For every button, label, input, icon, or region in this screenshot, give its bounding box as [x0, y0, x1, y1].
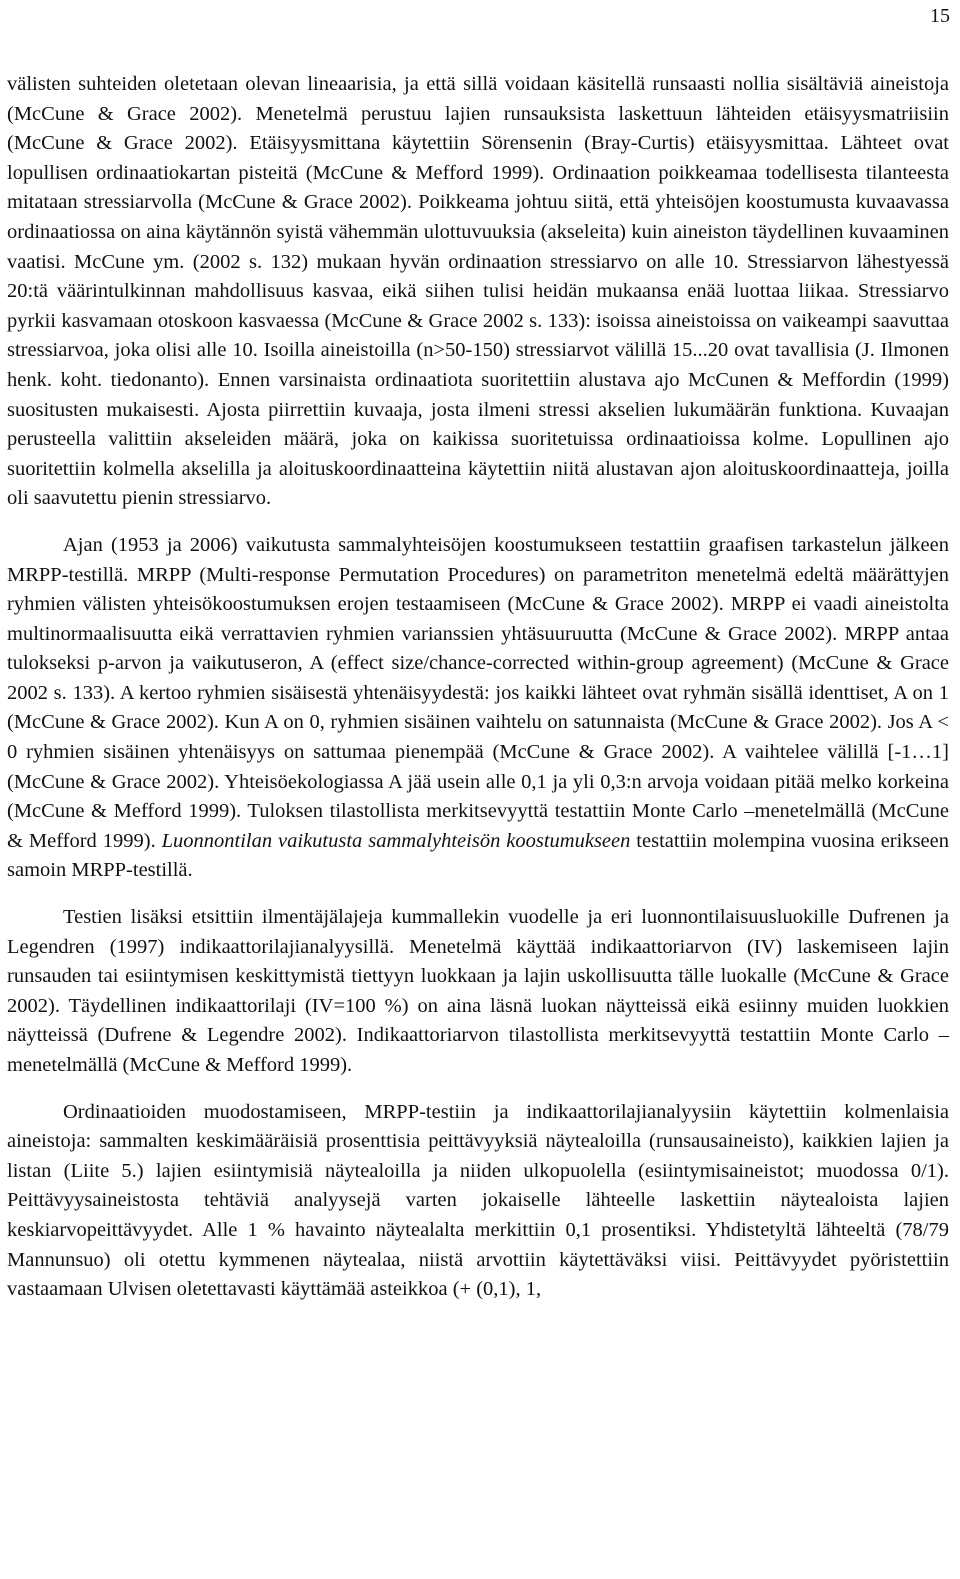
paragraph-mrpp-italic: Luonnontilan vaikutusta sammalyhteisön koostumukseen: [161, 829, 631, 852]
paragraph-nmds-method: välisten suhteiden oletetaan olevan lineaarisia, ja että sillä voidaan käsitellä runsaasti nollia sisältäviä aineistoja (McCune & Grace 2002). Menetelmä perustuu lajien runsauksista laskettuun lähteiden etäisyysmatriisiin (McCune & Grace 2002). Etäisyysmittana käytettiin Sörensenin (Bray-Curtis) etäisyysmittaa. Lähteet ovat lopullisen ordinaatiokartan pisteitä (McCune & Mefford 1999). Ordinaation poikkeamaa todellisesta tilanteesta mitataan stressiarvolla (McCune & Grace 2002). Poikkeama johtuu siitä, että yhteisöjen koostumusta kuvaavassa ordinaatiossa on aina käytännön syistä vähemmän ulottuvuuksia (akseleita) kuin aineiston täydellinen kuvaaminen vaatisi. McCune ym. (2002 s. 132) mukaan hyvän ordinaation stressiarvo on alle 10. Stressiarvon lähestyessä 20:tä väärintulkinnan mahdollisuus kasvaa, eikä siihen tulisi heidän mukaansa enää luottaa liikaa. Stressiarvo pyrkii kasvamaan otoskoon kasvaessa (McCune & Grace 2002 s. 133): isoissa aineistoissa on vaikeampi saavuttaa stressiarvoa, joka olisi alle 10. Isoilla aineistoilla (n>50-150) stressiarvot välillä 15...20 ovat tavallisia (J. Ilmonen henk. koht. tiedonanto). Ennen varsinaista ordinaatiota suoritettiin alustava ajo McCunen & Meffordin (1999) suositusten mukaisesti. Ajosta piirrettiin kuvaaja, josta ilmeni stressi akselien lukumäärän funktiona. Kuvaajan perusteella valittiin akseleiden määrä, joka on kaikissa suoritetuissa ordinaatioissa kolme. Lopullinen ajo suoritettiin kolmella akselilla ja aloituskoordinaatteina käytettiin niitä alustavan ajon aloituskoordinaatteja, joilla oli saavutettu pienin stressiarvo.: [7, 73, 949, 510]
paragraph-mrpp: [7, 531, 949, 886]
document-body: [7, 70, 949, 1305]
paragraph-mrpp-text: Ajan (1953 ja 2006) vaikutusta sammalyhteisöjen koostumukseen testattiin graafisen tarkastelun jälkeen MRPP-testillä. MRPP (Multi-response Permutation Procedures) on parametriton menetelmä edeltä määrättyjen ryhmien välisten yhteisökoostumuksen erojen testaamiseen (McCune & Grace 2002). MRPP ei vaadi aineistolta multinormaalisuutta eikä verrattavien ryhmien varianssien yhtäsuuruutta (McCune & Grace 2002). MRPP antaa tulokseksi p-arvon ja vaikutuseron, A (effect size/chance-corrected within-group agreement) (McCune & Grace 2002 s. 133). A kertoo ryhmien sisäisestä yhtenäisyydestä: jos kaikki lähteet ovat ryhmän sisällä identtiset, A on 1 (McCune & Grace 2002). Kun A on 0, ryhmien sisäinen vaihtelu on satunnaista (McCune & Grace 2002). Jos A < 0 ryhmien sisäinen yhtenäisyys on sattumaa pienempää (McCune & Grace 2002). A vaihtelee välillä [-1…1] (McCune & Grace 2002). Yhteisöekologiassa A jää usein alle 0,1 ja yli 0,3:n arvoja voidaan pitää melko korkeina (McCune & Mefford 1999). Tuloksen tilastollista merkitsevyyttä testattiin Monte Carlo –menetelmällä (McCune & Mefford 1999).: [7, 533, 949, 852]
paragraph-mrpp-text-end: testattiin molempina vuosina erikseen samoin MRPP-testillä.: [7, 829, 949, 882]
paragraph-datasets: Ordinaatioiden muodostamiseen, MRPP-testiin ja indikaattorilajianalyysiin käytettiin kolmenlaisia aineistoja: sammalten keskimääräisiä prosenttisia peittävyyksiä näytealoilla (runsausaineisto), kaikkien lajien ja listan (Liite 5.) lajien esiintymisiä näytealoilla ja niiden ulkopuolella (esiintymisaineistot; muodossa 0/1). Peittävyysaineistosta tehtäviä analyysejä varten jokaiselle lähteelle laskettiin näytealoista lajien keskiarvopeittävyydet. Alle 1 % havainto näytealalta merkittiin 0,1 prosentiksi. Yhdistetyltä lähteeltä (78/79 Mannunsuo) oli otettu kymmenen näytealaa, niistä arvottiin käytettäväksi viisi. Peittävyydet pyöristettiin vastaamaan Ulvisen oletettavasti käyttämää asteikkoa (+ (0,1), 1,: [7, 1100, 949, 1301]
paragraph-indicator-species: Testien lisäksi etsittiin ilmentäjälajeja kummallekin vuodelle ja eri luonnontilaisuusluokille Dufrenen ja Legendren (1997) indikaattorilajianalyysillä. Menetelmä käyttää indikaattoriarvon (IV) laskemiseen lajin runsauden tai esiintymisen keskittymistä tiettyyn luokkaan ja lajin uskollisuutta tälle luokalle (McCune & Grace 2002). Täydellinen indikaattorilaji (IV=100 %) on aina läsnä luokan näytteissä eikä esiinny muiden luokkien näytteissä (Dufrene & Legendre 2002). Indikaattoriarvon tilastollista merkitsevyyttä testattiin Monte Carlo –menetelmällä (McCune & Mefford 1999).: [7, 906, 949, 1076]
page-number: 15: [930, 5, 950, 27]
